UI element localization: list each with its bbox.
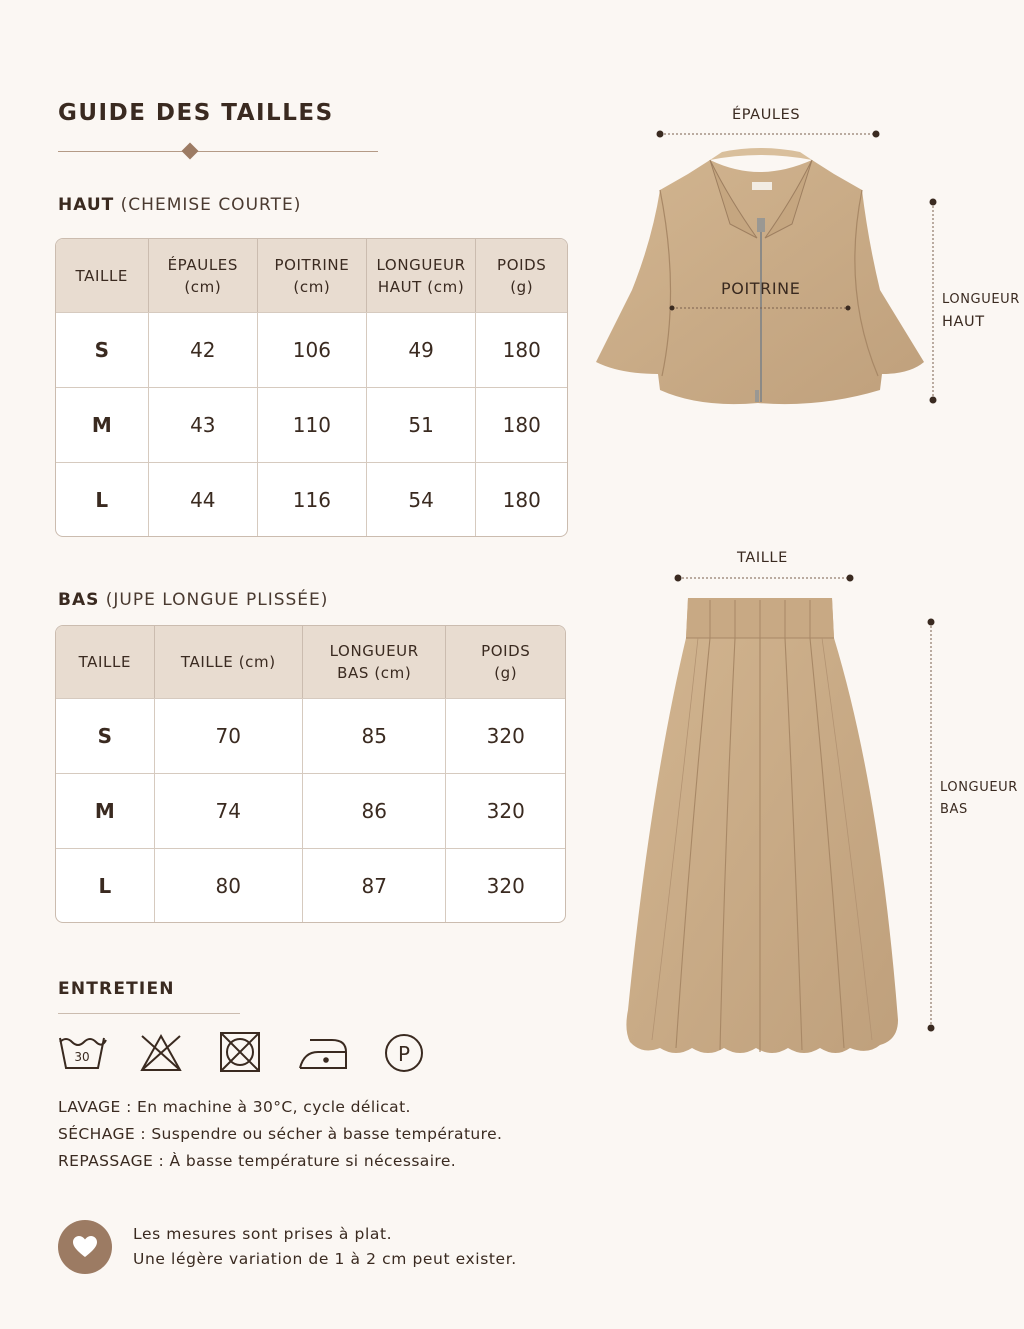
size-cell: M — [56, 773, 155, 848]
waist-label: TAILLE — [737, 550, 788, 566]
skirt-length-label: LONGUEUR BAS — [940, 780, 1018, 817]
size-cell: L — [56, 462, 149, 536]
dry-clean-p-icon — [386, 1035, 422, 1071]
bottom-col-header: TAILLE — [56, 626, 155, 698]
bottom-col-header: LONGUEUR BAS (cm) — [303, 626, 447, 698]
size-cell: S — [56, 698, 155, 773]
table-cell: 320 — [446, 698, 565, 773]
skirt-length-measure-line — [928, 619, 935, 1032]
heart-icon — [72, 1235, 98, 1259]
no-tumble-dry-icon — [221, 1033, 259, 1071]
no-bleach-icon — [142, 1036, 180, 1070]
table-cell: 116 — [258, 462, 367, 536]
table-cell: 180 — [476, 387, 567, 462]
waist-measure-line — [675, 575, 854, 582]
top-col-header: POIDS (g) — [476, 239, 567, 312]
top-heading: HAUT — [58, 195, 115, 215]
note-line-1: Les mesures sont prises à plat. — [133, 1225, 393, 1243]
table-cell: 320 — [446, 773, 565, 848]
table-cell: 180 — [476, 312, 567, 387]
care-line-drying: SÉCHAGE : Suspendre ou sécher à basse température. — [58, 1125, 503, 1143]
shirt-length-label: LONGUEUR HAUT — [942, 292, 1020, 330]
table-cell: 42 — [149, 312, 259, 387]
bottom-col-header: POIDS (g) — [446, 626, 565, 698]
table-cell: 54 — [367, 462, 477, 536]
care-icons-row — [58, 1030, 438, 1080]
bottom-col-header: TAILLE (cm) — [155, 626, 303, 698]
care-line-ironing: REPASSAGE : À basse température si nécessaire. — [58, 1152, 457, 1170]
table-cell: 49 — [367, 312, 477, 387]
heart-badge — [58, 1220, 112, 1274]
care-line-washing: LAVAGE : En machine à 30°C, cycle délicat. — [58, 1098, 411, 1116]
diamond-ornament-icon — [182, 143, 199, 160]
top-section-heading — [58, 195, 301, 215]
table-cell: 74 — [155, 773, 303, 848]
top-col-header: TAILLE — [56, 239, 149, 312]
dryclean-letter: P — [397, 1042, 411, 1066]
wash-temp-label: 30 — [74, 1050, 90, 1064]
skirt-illustration — [626, 598, 898, 1053]
table-row — [56, 848, 565, 922]
size-cell: M — [56, 387, 149, 462]
table-cell: 70 — [155, 698, 303, 773]
table-row — [56, 773, 565, 848]
top-col-header: ÉPAULES (cm) — [149, 239, 259, 312]
bottom-subheading: (JUPE LONGUE PLISSÉE) — [105, 590, 329, 610]
table-cell: 86 — [303, 773, 447, 848]
table-cell: 180 — [476, 462, 567, 536]
care-heading: ENTRETIEN — [58, 979, 175, 999]
size-cell: L — [56, 848, 155, 922]
shirt-length-measure-line — [930, 199, 937, 404]
table-cell: 110 — [258, 387, 367, 462]
wash-30-icon — [60, 1038, 106, 1068]
chest-label: POITRINE — [721, 279, 801, 298]
bottom-table-header-row — [56, 626, 565, 698]
table-cell: 44 — [149, 462, 259, 536]
top-size-table — [55, 238, 568, 537]
garment-illustrations — [580, 90, 1024, 1090]
top-table-header-row — [56, 239, 567, 312]
bottom-size-table — [55, 625, 566, 923]
care-divider — [58, 1013, 240, 1014]
page-title: GUIDE DES TAILLES — [58, 100, 334, 126]
table-cell: 106 — [258, 312, 367, 387]
size-cell: S — [56, 312, 149, 387]
iron-low-icon — [300, 1040, 346, 1068]
title-divider — [58, 151, 378, 152]
table-cell: 87 — [303, 848, 447, 922]
table-row — [56, 387, 567, 462]
top-col-header: POITRINE (cm) — [258, 239, 367, 312]
table-cell: 320 — [446, 848, 565, 922]
shoulders-label: ÉPAULES — [732, 107, 801, 123]
table-cell: 85 — [303, 698, 447, 773]
table-cell: 43 — [149, 387, 259, 462]
table-row — [56, 698, 565, 773]
table-row — [56, 312, 567, 387]
note-line-2: Une légère variation de 1 à 2 cm peut exister. — [133, 1250, 517, 1268]
table-cell: 80 — [155, 848, 303, 922]
top-subheading: (CHEMISE COURTE) — [120, 195, 302, 215]
bottom-heading: BAS — [58, 590, 100, 610]
shoulder-measure-line — [657, 131, 880, 138]
table-row — [56, 462, 567, 536]
shirt-illustration — [596, 148, 924, 404]
bottom-section-heading — [58, 590, 328, 610]
top-col-header: LONGUEUR HAUT (cm) — [367, 239, 477, 312]
table-cell: 51 — [367, 387, 477, 462]
